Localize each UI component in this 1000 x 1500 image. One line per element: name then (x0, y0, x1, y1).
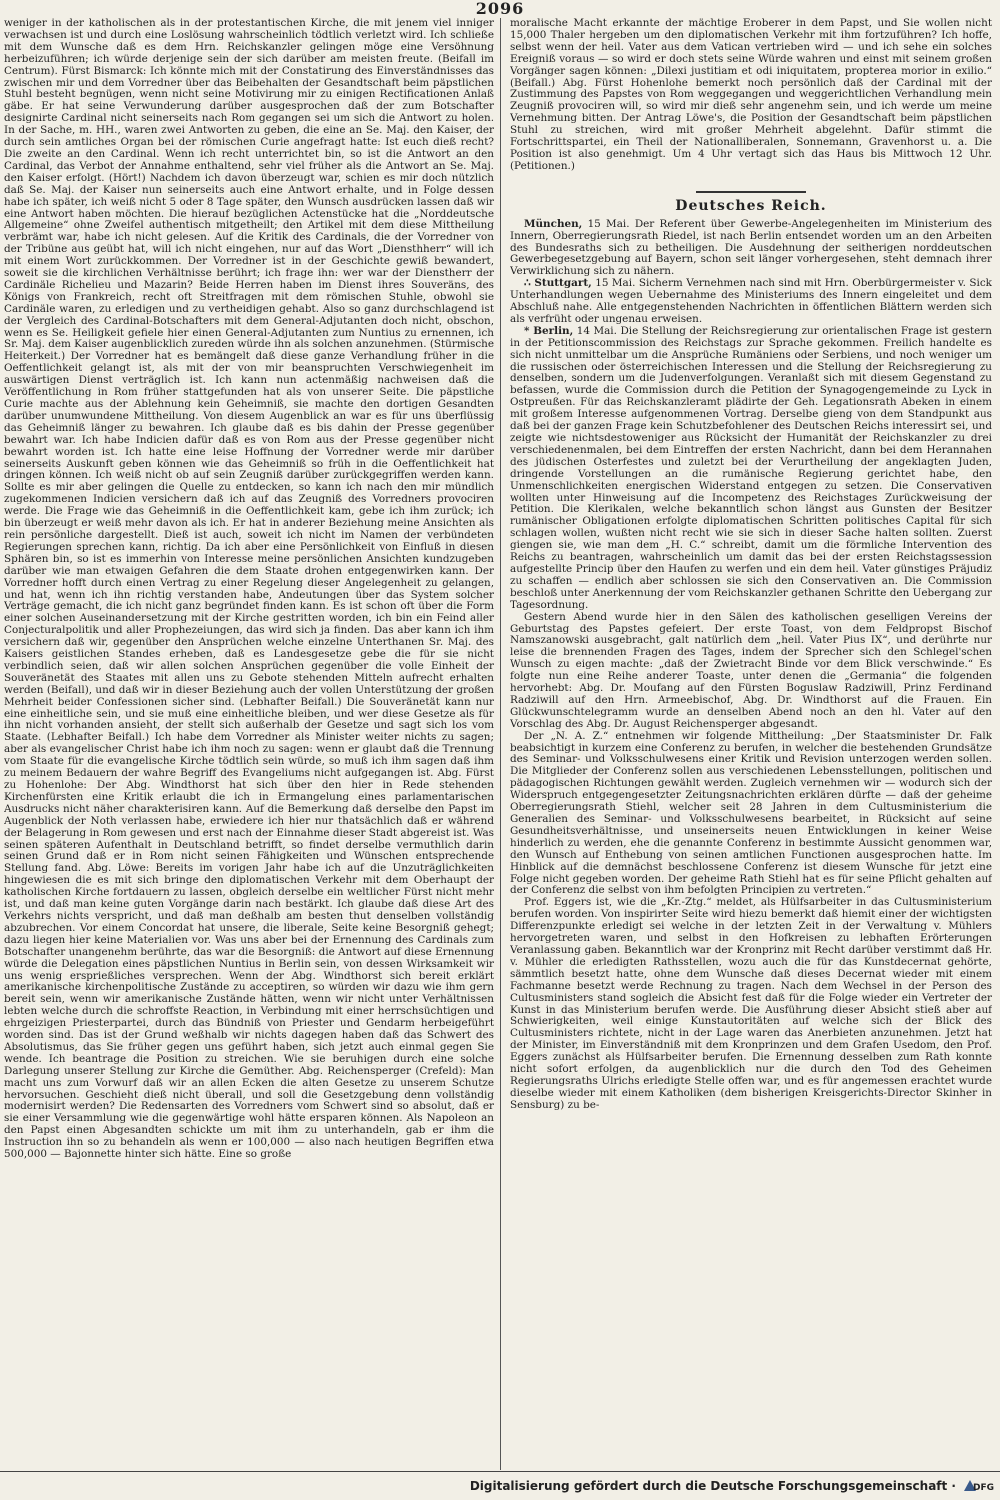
footer-credit: Digitalisierung gefördert durch die Deutsche Forschungsgemeinschaft · (469, 1479, 956, 1493)
digitization-footer (0, 1471, 1000, 1500)
dfg-logo-text: DFG (973, 1483, 994, 1493)
article-eggers (510, 897, 992, 1111)
column-divider (500, 18, 501, 1470)
article-text: Gestern Abend wurde hier in den Sälen des katholischen geselligen Vereins der Geburtstag des Papstes gefeiert. Der erste Toast, von dem Feldpropst Bischof Namszanowski ausgebracht, galt natürlich dem „heil. Vater Pius IX“, und derührte nur leise die brennenden Fragen des Tages, indem der Sprecher sich den Schlegel'schen Wunsch zu eigen machte: „daß der Zwietracht Binde vor dem Blick verschwinde.“ Es folgte nun eine Reihe anderer Toaste, unter denen die „Germania“ die folgenden hervorhebt: Abg. Dr. Moufang auf den Fürsten Boguslaw Radziwill, Prinz Ferdinand Radziwill auf den Hrn. Armeebischof, Abg. Dr. Windthorst auf die Frauen. Ein Glückwunschtelegramm wurde an denselben Abend noch an den hl. Vater auf den Vorschlag des Abg. Dr. August Reichensperger abgesandt. (510, 610, 992, 730)
article-papst-geburtstag (510, 612, 992, 731)
right-column (510, 18, 992, 1468)
article-text: Sicherm Vernehmen nach sind mit Hrn. Oberbürgermeister v. Sick Unterhandlungen wegen Uebernahme des Ministeriums des Innern eingeleitet und dem Abschluß nahe. Alle entgegenstehenden Nachrichten in öffentlichen Blättern werden sich als verfrüht oder ungenau erweisen. (510, 277, 992, 325)
left-column-text: weniger in der katholischen als in der protestantischen Kirche, die mit jenem viel inniger verwachsen ist und durch eine Loslösung wahrscheinlich tödtlich verletzt wird. Ich schließe mit dem Wunsche daß es dem Hrn. Reichskanzler gelingen möge eine Versöhnung herbeizuführen; ich würde derjenige sein der sich darüber am meisten freute. (Beifall im Centrum). Fürst Bismarck: Ich könnte mich mit der Constatirung des Einverständnisses das zwischen mir und dem Vorredner über das Beibehalten der Gesandtschaft beim päpstlichen Stuhl besteht begnügen, wenn nicht seine Motivirung mir zu einigen Rectificationen Anlaß gäbe. Er hat seine Verwunderung darüber ausgesprochen daß der zum Botschafter designirte Cardinal nicht seinerseits nach Rom gegangen sei um sich die Antwort zu holen. In der Sache, m. HH., waren zwei Antworten zu geben, die eine an Se. Maj. den Kaiser, der durch sein amtliches Organ bei der römischen Curie angefragt hatte: Ist euch dieß recht? Die zweite an den Cardinal. Wenn ich recht unterrichtet bin, so ist die Antwort an den Cardinal, das Verbot der Annahme enthaltend, sehr viel früher als die Antwort an Se. Maj. den Kaiser erfolgt. (Hört!) Nachdem ich davon überzeugt war, schien es mir doch nützlich daß Se. Maj. der Kaiser nun seinerseits auch eine Antwort erhalte, und in Folge dessen habe ich später, ich weiß nicht 5 oder 8 Tage später, den Wunsch ausdrücken lassen daß wir eine Antwort haben möchten. Die hierauf bezüglichen Actenstücke hat die „Norddeutsche Allgemeine“ ohne Zweifel authentisch mitgetheilt; den Artikel mit dem diese Mittheilung verbrämt war, habe ich nicht gelesen. Auf die Kritik des Cardinals, die der Vorredner von der Tribüne aus geübt hat, will ich nicht eingehen, nur auf das Wort „Diensthherr“ will ich mit einem Wort zurückkommen. Der Vorredner ist in der Geschichte gewiß bewandert, soweit sie die kirchlichen Verhältnisse berührt; ich frage ihn: wer war der Dienstherr der Cardinäle Richelieu und Mazarin? Beide Herren haben im Dienst ihres Souveräns, des Königs von Frankreich, recht oft Streitfragen mit dem römischen Stuhle, obwohl sie Cardinäle waren, zu erledigen und zu vertheidigen gehabt. Also so ganz durchschlagend ist der Vergleich des Cardinal-Botschafters mit dem General-Adjutanten doch nicht, obschon, wenn es Se. Heiligkeit gefiele hier einen General-Adjutanten zum Nuntius zu ernennen, ich Sr. Maj. dem Kaiser augenblicklich zureden würde ihn als solchen anzunehmen. (Stürmische Heiterkeit.) Der Vorredner hat es bemängelt daß diese ganze Verhandlung früher in die Oeffentlichkeit gelangt ist, als mit der von mir beanspruchten Verschwiegenheit im auswärtigen Dienst verträglich ist. Ich kann nun actenmäßig nachweisen daß die Veröffentlichung in Rom früher stattgefunden hat als von unserer Seite. Die päpstliche Curie machte aus der Ablehnung kein Geheimniß, sie machte den dortigen Gesandten darüber unumwundene Mittheilung. Von diesem Augenblick an war es für uns überflüssig das Geheimniß länger zu bewahren. Ich glaube daß es bis dahin der Presse gegenüber bewahrt war. Ich habe Indicien dafür daß es von Rom aus der Presse gegenüber nicht bewahrt worden ist. Ich hatte eine leise Hoffnung der Vorredner werde mir darüber seinerseits Auskunft geben können wie das Geheimniß so früh in die Oeffentlichkeit hat dringen können. Ich weiß nicht ob auf sein Zeugniß darüber zurückgegriffen werden kann. Sollte es mir aber gelingen die Quelle zu entdecken, so kann ich nach den mir mündlich zugekommenen Indicien versichern daß ich auf das Zeugniß des Vorredners provociren werde. Die Frage wie das Geheimniß in die Oeffentlichkeit kam, gebe ich ihm zurück; ich bin überzeugt er weiß mehr davon als ich. Er hat in anderer Beziehung meine Ansichten als rein persönliche dargestellt. Dieß ist auch, soweit ich nicht im Namen der verbündeten Regierungen sprechen kann, richtig. Da ich aber eine Persönlichkeit von Einfluß in diesen Sphären bin, so ist es immerhin von Interesse meine persönlichen Ansichten kundzugeben darüber wie man etwaigen Gefahren die dem Staate drohen entgegenwirken kann. Der Vorredner hofft durch einen Vertrag zu einer Regelung dieser Angelegenheit zu gelangen, und hat, wenn ich ihn richtig verstanden habe, Andeutungen über das System solcher Verträge gemacht, die ich nicht ganz begründet finden kann. Es ist schon oft über die Form einer solchen Auseinandersetzung mit der Kirche gestritten worden, ich bin ein Feind aller Conjecturalpolitik und aller Prophezeiungen, das wird sich ja finden. Das aber kann ich ihm versichern daß wir, gegenüber den Ansprüchen welche einzelne Unterthanen Sr. Maj. des Kaisers geistlichen Standes erheben, daß es Landesgesetze gebe die für sie nicht verbindlich seien, daß wir allen solchen Ansprüchen gegenüber die volle Einheit der Souveränetät des Staates mit allen uns zu Gebote stehenden Mitteln aufrecht erhalten werden (Beifall), und daß wir in dieser Beziehung auch der vollen Unterstützung der großen Mehrheit beider Confessionen sicher sind. (Lebhafter Beifall.) Die Souveränetät kann nur eine einheitliche sein, und sie muß eine einheitliche bleiben, und wer diese Gesetze als für ihn nicht vorhanden ansieht, der stellt sich außerhalb der Gesetze und sagt sich los vom Staate. (Lebhafter Beifall.) Ich habe dem Vorredner als Minister weiter nichts zu sagen; aber als evangelischer Christ habe ich ihm noch zu sagen: wenn er glaubt daß die Trennung vom Staate für die evangelische Kirche tödtlich sein würde, so muß ich ihm sagen daß ihm zu meinem Bedauern der wahre Begriff des Evangeliums nicht aufgegangen ist. Abg. Fürst zu Hohenlohe: Der Abg. Windthorst hat sich über den hier in Rede stehenden Kirchenfürsten eine Kritik erlaubt die ich in Ermangelung eines parlamentarischen Ausdrucks nicht näher charakterisiren kann. Auf die Bemerkung daß derselbe den Papst im Augenblick der Noth verlassen habe, erwiedere ich hier nur thatsächlich daß er während der Belagerung in Rom gewesen und erst nach der Einnahme dieser Stadt abgereist ist. Was seinen späteren Aufenthalt in Deutschland betrifft, so findet derselbe vermuthlich darin seinen Grund daß er in Rom nicht seinen Fähigkeiten und Wünschen entsprechende Stellung fand. Abg. Löwe: Bereits im vorigen Jahr habe ich auf die Unzuträglichkeiten hingewiesen die es mit sich bringe den diplomatischen Verkehr mit dem Oberhaupt der katholischen Kirche fortdauern zu lassen, obgleich derselbe ein weltlicher Fürst nicht mehr ist, und daß man keine guten Vorgänge darin nach bestärkt. Ich glaube daß diese Art des Verkehrs nichts verspricht, und daß man deßhalb am besten thut denselben vollständig abzubrechen. Vor einem Concordat hat unsere, die liberale, Seite keine Besorgniß gehegt; dazu liegen hier keine Materialien vor. Was uns aber bei der Ernennung des Cardinals zum Botschafter unangenehm berührte, das war die Besorgniß: die Antwort auf diese Ernennung würde die Delegation eines päpstlichen Nuntius in Berlin sein, von dessen Wirksamkeit wir uns wenig ersprießliches versprechen. Wenn der Abg. Windthorst sich bereit erklärt amerikanische kirchenpolitische Zustände zu acceptiren, so würden wir dazu wie ihm gern bereit sein, wenn wir amerikanische Zustände hätten, wenn wir nicht unter Verhältnissen lebten welche durch die schroffste Reaction, in Verbindung mit einer herrschsüchtigen und ehrgeizigen Priesterpartei, durch das Bündniß von Priester und Gendarm herbeigeführt worden sind. Das ist der Grund weßhalb wir nichts dagegen haben daß das Schwert des Absolutismus, das Sie früher gegen uns geführt haben, sich jetzt auch einmal gegen Sie wende. Ich beantrage die Position zu streichen. Wie sie beruhigen durch eine solche Darlegung unserer Stellung zur Kirche die Gemüther. Abg. Reichensperger (Crefeld): Man macht uns zum Vorwurf daß wir an allen Ecken die alten Gesetze zu unserem Schutze hervorsuchen. Geschieht dieß nicht überall, und soll die Gesetzgebung denn vollständig modernisirt werden? Die Redensarten des Vorredners vom Schwert sind so absolut, daß er sie einer Versammlung wie die gegenwärtige wohl hätte ersparen können. Als Napoleon an den Papst einen Abgesandten schickte um mit ihm zu unterhandeln, gab er ihm die Instruction ihn so zu behandeln als wenn er 100,000 — also nach heutigen Begriffen etwa 500,000 — Bajonnette hinter sich hätte. Eine so große (4, 18, 494, 1161)
article-text: Der Referent über Gewerbe-Angelegenheiten im Ministerium des Innern, Oberregierungsrath Riedel, ist nach Berlin entsendet worden um an den Arbeiten des Bundesraths sich zu betheiligen. Die Ausdehnung der seitherigen norddeutschen Gewerbegesetzgebung auf Bayern, schon seit länger vorhergesehen, steht demnach ihrer Verwirklichung sich zu nähern. (510, 217, 992, 278)
article-dateline: München, (524, 217, 583, 230)
article-date: 15 Mai. (595, 277, 636, 290)
reichstag-continuation: moralische Macht erkannte der mächtige Eroberer in dem Papst, und Sie wollen nicht 15,000 Thaler hergeben um den diplomatischen Verkehr mit ihm fortzuführen? Ich hoffe, selbst wenn der heil. Vater aus dem Vatican vertrieben wird — und ich sehe ein solches Ereigniß voraus — so wird er doch stets seine Würde wahren und einst mit seinem großen Vorgänger sagen können: „Dilexi justitiam et odi iniquitatem, propterea morior in exilio.“ (Beifall.) Abg. Fürst Hohenlohe bemerkt noch persönlich daß der Cardinal mit der Zustimmung des Papstes von Rom weggegangen und weggerichtlichen Verhandlung mein Zeugniß provociren will, so wird mir dieß sehr angenehm sein, und ich werde um meine Vernehmung bitten. Der Antrag Löwe's, die Position der Gesandtschaft beim päpstlichen Stuhl zu streichen, wird mit großer Mehrheit abgelehnt. Dafür stimmt die Fortschrittspartei, ein Theil der Nationalliberalen, Sonnemann, Gravenhorst u. a. Die Position ist also genehmigt. Um 4 Uhr vertagt sich das Haus bis Mittwoch 12 Uhr. (Petitionen.) (510, 18, 992, 172)
article-text: Prof. Eggers ist, wie die „Kr.-Ztg.“ meldet, als Hülfsarbeiter in das Cultusministerium berufen worden. Von inspirirter Seite wird hiezu bemerkt daß hiemit einer der wichtigsten Differenzpunkte erledigt sei welche in der letzten Zeit in der Verwaltung v. Mühlers hervorgetreten waren, und selbst in den Hofkreisen zu lebhaften Erörterungen Veranlassung gaben. Bekanntlich war der Kronprinz mit Recht darüber verstimmt daß Hr. v. Mühler die erledigten Rathsstellen, wozu auch die für das Kunstdecernat gehörte, sämmtlich besetzt hatte, ohne dem Wunsche daß dieses Decernat wieder mit einem Fachmanne besetzt werde Rechnung zu tragen. Nach dem Wechsel in der Person des Cultusministers stand sogleich die Absicht fest daß für die Folge wieder ein Vertreter der Kunst in das Ministerium berufen werde. Die Ausführung dieser Absicht stieß aber auf Schwierigkeiten, weil einige Kunstautoritäten auf welche sich der Blick des Cultusministers richtete, nicht in der Lage waren das Anerbieten anzunehmen. Jetzt hat der Minister, im Einverständniß mit dem Kronprinzen und dem Grafen Usedom, den Prof. Eggers zunächst als Hülfsarbeiter berufen. Die Ernennung desselben zum Rath konnte nicht sofort erfolgen, da augenblicklich nur die durch den Tod des Geheimen Regierungsraths Ulrichs erledigte Stelle offen war, und es für angemessen erachtet wurde dieselbe wieder mit einem Katholiken (dem bisherigen Kreisgerichts-Director Skinher in Sensburg) zu be- (510, 896, 992, 1111)
article-text: Der „N. A. Z.“ entnehmen wir folgende Mittheilung: „Der Staatsminister Dr. Falk beabsichtigt in kurzem eine Conferenz zu berufen, in welcher die bestehenden Grundsätze des Seminar- und Volksschulwesens einer Kritik und Revision unterzogen werden sollen. Die Mitglieder der Conferenz sollen aus verschiedenen Lebensstellungen, politischen und pädagogischen Richtungen gewählt werden. Zugleich vernehmen wir — wodurch sich der Widerspruch entgegengesetzter Zeitungsnachrichten erklären dürfte — daß der geheime Oberregierungsrath Stiehl, welcher seit 28 Jahren in dem Cultusministerium die Generalien des Seminar- und Volksschulwesens bearbeitet, in Rücksicht auf seine Gesundheitsverhältnisse, und unseinerseits neuen Entwicklungen in keiner Weise hinderlich zu werden, ehe die genannte Conferenz in bestimmte Aussicht genommen war, den Wunsch auf Enthebung von seinen amtlichen Functionen ausgesprochen hatte. Im Hinblick auf die demnächst beschlossene Conferenz ist diesem Wunsche für jetzt eine Folge nicht gegeben worden. Der geheime Rath Stiehl hat es für seine Pflicht gehalten auf der Conferenz die selbst von ihm befolgten Principien zu vertreten.“ (510, 729, 992, 897)
left-column (4, 18, 494, 1468)
article-date: 15 Mai. (587, 217, 630, 230)
article-stuttgart (510, 278, 992, 326)
article-conferenz (510, 731, 992, 898)
article-date: 14 Mai. (576, 324, 617, 337)
article-dateline: ∴ Stuttgart, (524, 277, 592, 290)
article-muenchen (510, 219, 992, 279)
section-title: Deutsches Reich. (675, 197, 827, 214)
article-dateline: * Berlin, (524, 324, 574, 337)
article-berlin (510, 326, 992, 612)
page-number: 2096 (475, 0, 525, 18)
section-divider (696, 191, 806, 193)
dfg-logo-icon (962, 1477, 994, 1494)
article-text: Die Stellung der Reichsregierung zur orientalischen Frage ist gestern in der Petitionscommission des Reichstags zur Sprache gekommen. Freilich handelte es sich nicht unmittelbar um die Ansprüche Rumäniens oder Serbiens, und noch weniger um die russischen oder österreichischen Interessen und die Stellung der Reichsregierung zu denselben, sondern um die Judenverfolgungen. Veranlaßt sich mit diesem Gegenstand zu befassen, wurde die Commission durch die Petition der Synagogengemeinde zu Lyck in Ostpreußen. Für das Reichskanzleramt plädirte der Geh. Legationsrath Abeken in einem mit großem Interesse aufgenommenen Vortrag. Derselbe gieng von dem Standpunkt aus daß bei der ganzen Frage kein Schutzbefohlener des Deutschen Reichs interessirt sei, und zeigte wie nichtsdestoweniger aus Rücksicht der Humanität der Reichskanzler zu drei verschiedenenmalen, bei dem Eintreffen der ersten Nachricht, dann bei dem Herannahen des jüdischen Osterfestes und zuletzt bei der Verurtheilung der angeklagten Juden, dringende Vorstellungen an die rumänische Regierung gerichtet habe, den Unmenschlichkeiten energischen Widerstand entgegen zu setzen. Die Conservativen wollten unter Hinweisung auf die Incompetenz des Reichstages Zurückweisung der Petition. Die Klerikalen, welche bekanntlich schon längst aus Gunsten der Besitzer rumänischer Obligationen erfolgte diplomatischen Schritten politisches Capital für sich schlagen wollen, wußten nicht recht wie sie sich in dieser Sache halten sollten. Zuerst giengen sie, wie man dem „H. C.“ schreibt, damit um die förmliche Intervention des Reichs zu beantragen, wahrscheinlich um damit das bei der ersten Reichstagssession aufgestellte Princip über den Haufen zu werfen und ein dem heil. Vater günstiges Präjudiz zu schaffen — endlich aber schlossen sie sich den Conservativen an. Die Commission beschloß unter Anerkennung der vom Reichskanzler gethanen Schritte den Uebergang zur Tagesordnung. (510, 324, 992, 611)
